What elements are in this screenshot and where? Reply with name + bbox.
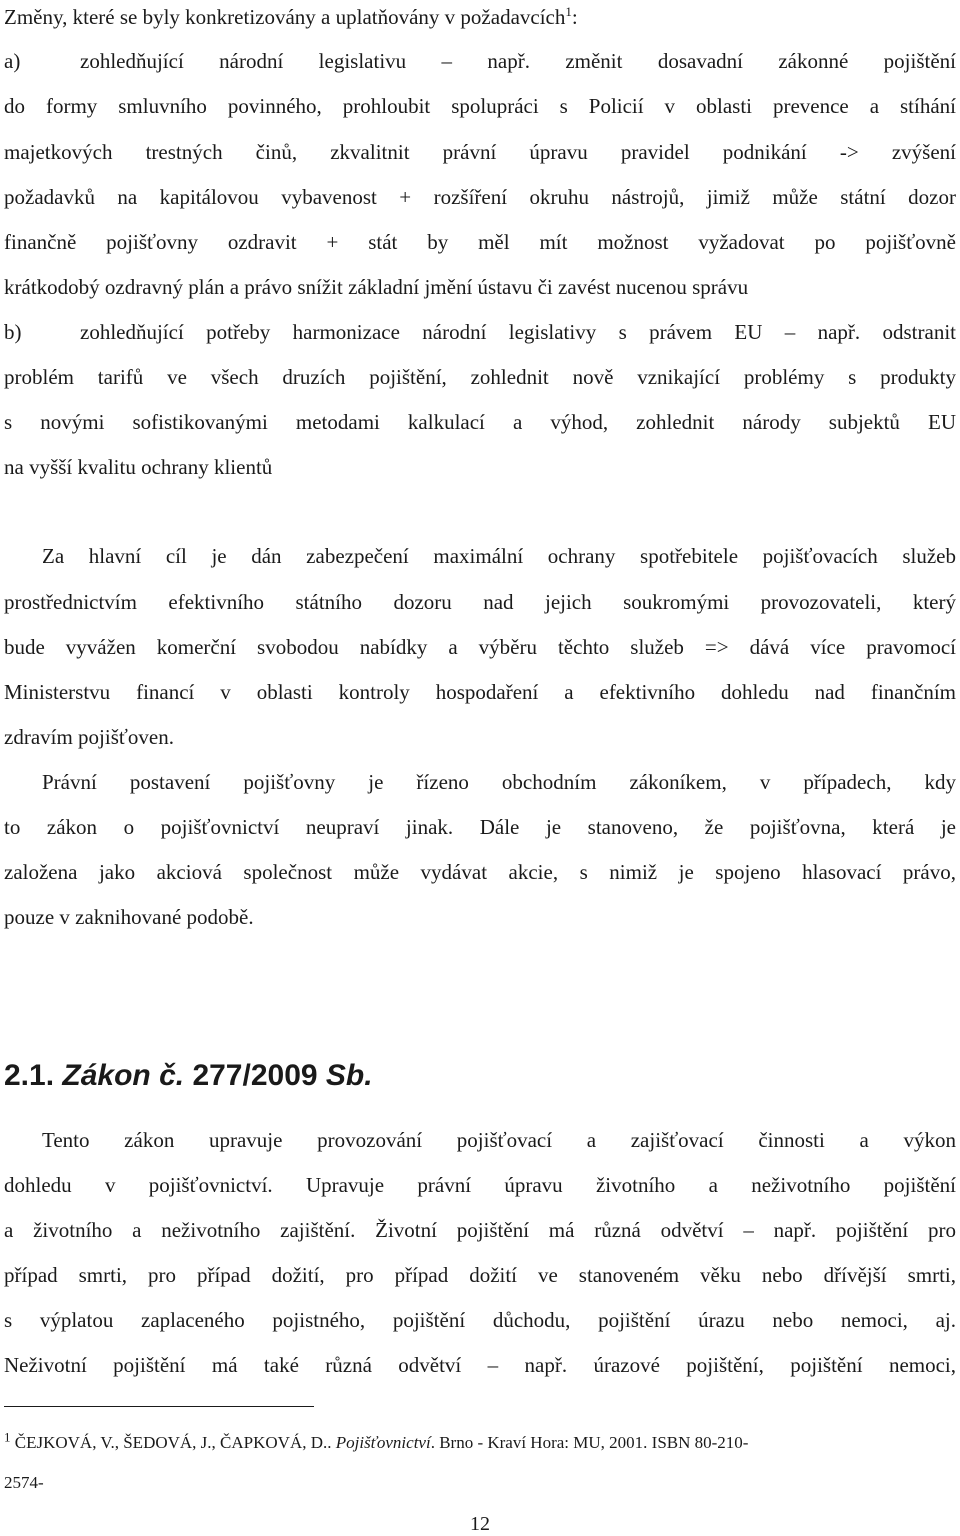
paragraph-law-line-4: případ smrti, pro případ dožití, pro případ dožití ve stanoveném věku nebo dřívější smrti, [4, 1263, 956, 1287]
page-number: 12 [470, 1513, 490, 1535]
paragraph-goal-line-2: prostřednictvím efektivního státního dozoru nad jejich soukromými provozovateli, který [4, 590, 956, 614]
paragraph-goal-line-4: Ministerstvu financí v oblasti kontroly hospodaření a efektivního dohledu nad finančním [4, 680, 956, 704]
footnote-line-1 [4, 1429, 956, 1454]
list-item-b-line-3: s novými sofistikovanými metodami kalkulací a výhod, zohlednit národy subjektů EU [4, 410, 956, 434]
footnote-authors: ČEJKOVÁ, V., ŠEDOVÁ, J., ČAPKOVÁ, D.. [14, 1433, 336, 1452]
footnote-separator [4, 1406, 314, 1407]
section-heading [4, 1058, 373, 1094]
paragraph-law-line-5: s výplatou zaplaceného pojistného, pojištění důchodu, pojištění úrazu nebo nemoci, aj. [4, 1308, 956, 1332]
paragraph-law-line-6: Neživotní pojištění má také různá odvětví – např. úrazové pojištění, pojištění nemoci, [4, 1353, 956, 1377]
list-item-a-line-4: požadavků na kapitálovou vybavenost + rozšíření okruhu nástrojů, jimiž může státní dozor [4, 185, 956, 209]
paragraph-goal-line-5: zdravím pojišťoven. [4, 725, 174, 749]
paragraph-legal-line-3: založena jako akciová společnost může vydávat akcie, s nimiž je spojeno hlasovací právo, [4, 860, 956, 884]
list-item-a-line-2: do formy smluvního povinného, prohloubit spolupráci s Policií v oblasti prevence a stíhání [4, 94, 956, 118]
paragraph-goal-line-1: Za hlavní cíl je dán zabezpečení maximální ochrany spotřebitele pojišťovacích služeb [42, 544, 956, 568]
footnote-line-2: 2574- [4, 1473, 44, 1492]
heading-law-number: 277/2009 [192, 1059, 318, 1092]
list-item-b-line-4: na vyšší kvalitu ochrany klientů [4, 455, 273, 479]
heading-title: Zákon č. [62, 1059, 185, 1092]
footnote-title: Pojišťovnictví [335, 1433, 431, 1452]
paragraph-legal-line-1: Právní postavení pojišťovny je řízeno obchodním zákoníkem, v případech, kdy [42, 770, 956, 794]
paragraph-law-line-1: Tento zákon upravuje provozování pojišťovací a zajišťovací činnosti a výkon [42, 1128, 956, 1152]
heading-number: 2.1. [4, 1059, 55, 1092]
list-item-a-line-1 [4, 48, 956, 74]
text-span: Změny, které se byly konkretizovány a uplatňovány v požadavcích [4, 5, 566, 29]
paragraph-legal-line-4: pouze v zaknihované podobě. [4, 905, 254, 929]
list-item-a-line-5: finančně pojišťovny ozdravit + stát by měl mít možnost vyžadovat po pojišťovně [4, 230, 956, 254]
intro-line [4, 4, 956, 30]
paragraph-law-line-3: a životního a neživotního zajištění. Životní pojištění má různá odvětví – např. pojištění pro [4, 1218, 956, 1242]
list-label-b: b) [4, 320, 22, 344]
text-span: : [571, 5, 578, 29]
list-item-a-line-6: krátkodobý ozdravný plán a právo snížit základní jmění ústavu či zavést nucenou správu [4, 275, 749, 299]
footnote-publication: . Brno - Kraví Hora: MU, 2001. ISBN 80-210- [430, 1433, 749, 1452]
paragraph-legal-line-2: to zákon o pojišťovnictví neupraví jinak. Dále je stanoveno, že pojišťovna, která je [4, 815, 956, 839]
list-item-b-line-2: problém tarifů ve všech druzích pojištění, zohlednit nově vznikající problémy s produkty [4, 365, 956, 389]
paragraph-goal-line-3: bude vyvážen komerční svobodou nabídky a výběru těchto služeb => dává více pravomocí [4, 635, 956, 659]
heading-suffix: Sb. [325, 1059, 373, 1092]
list-item-b-line-1 [4, 319, 956, 345]
text-span: zohledňující národní legislativu – např. změnit dosavadní zákonné pojištění [80, 49, 956, 73]
list-item-a-line-3: majetkových trestných činů, zkvalitnit právní úpravu pravidel podnikání -> zvýšení [4, 140, 956, 164]
footnote-marker: 1 [4, 1429, 11, 1445]
paragraph-law-line-2: dohledu v pojišťovnictví. Upravuje právní úpravu životního a neživotního pojištění [4, 1173, 956, 1197]
footnote-reference: 1 [565, 4, 572, 19]
list-label-a: a) [4, 49, 21, 73]
text-span: zohledňující potřeby harmonizace národní legislativy s právem EU – např. odstranit [80, 320, 956, 344]
